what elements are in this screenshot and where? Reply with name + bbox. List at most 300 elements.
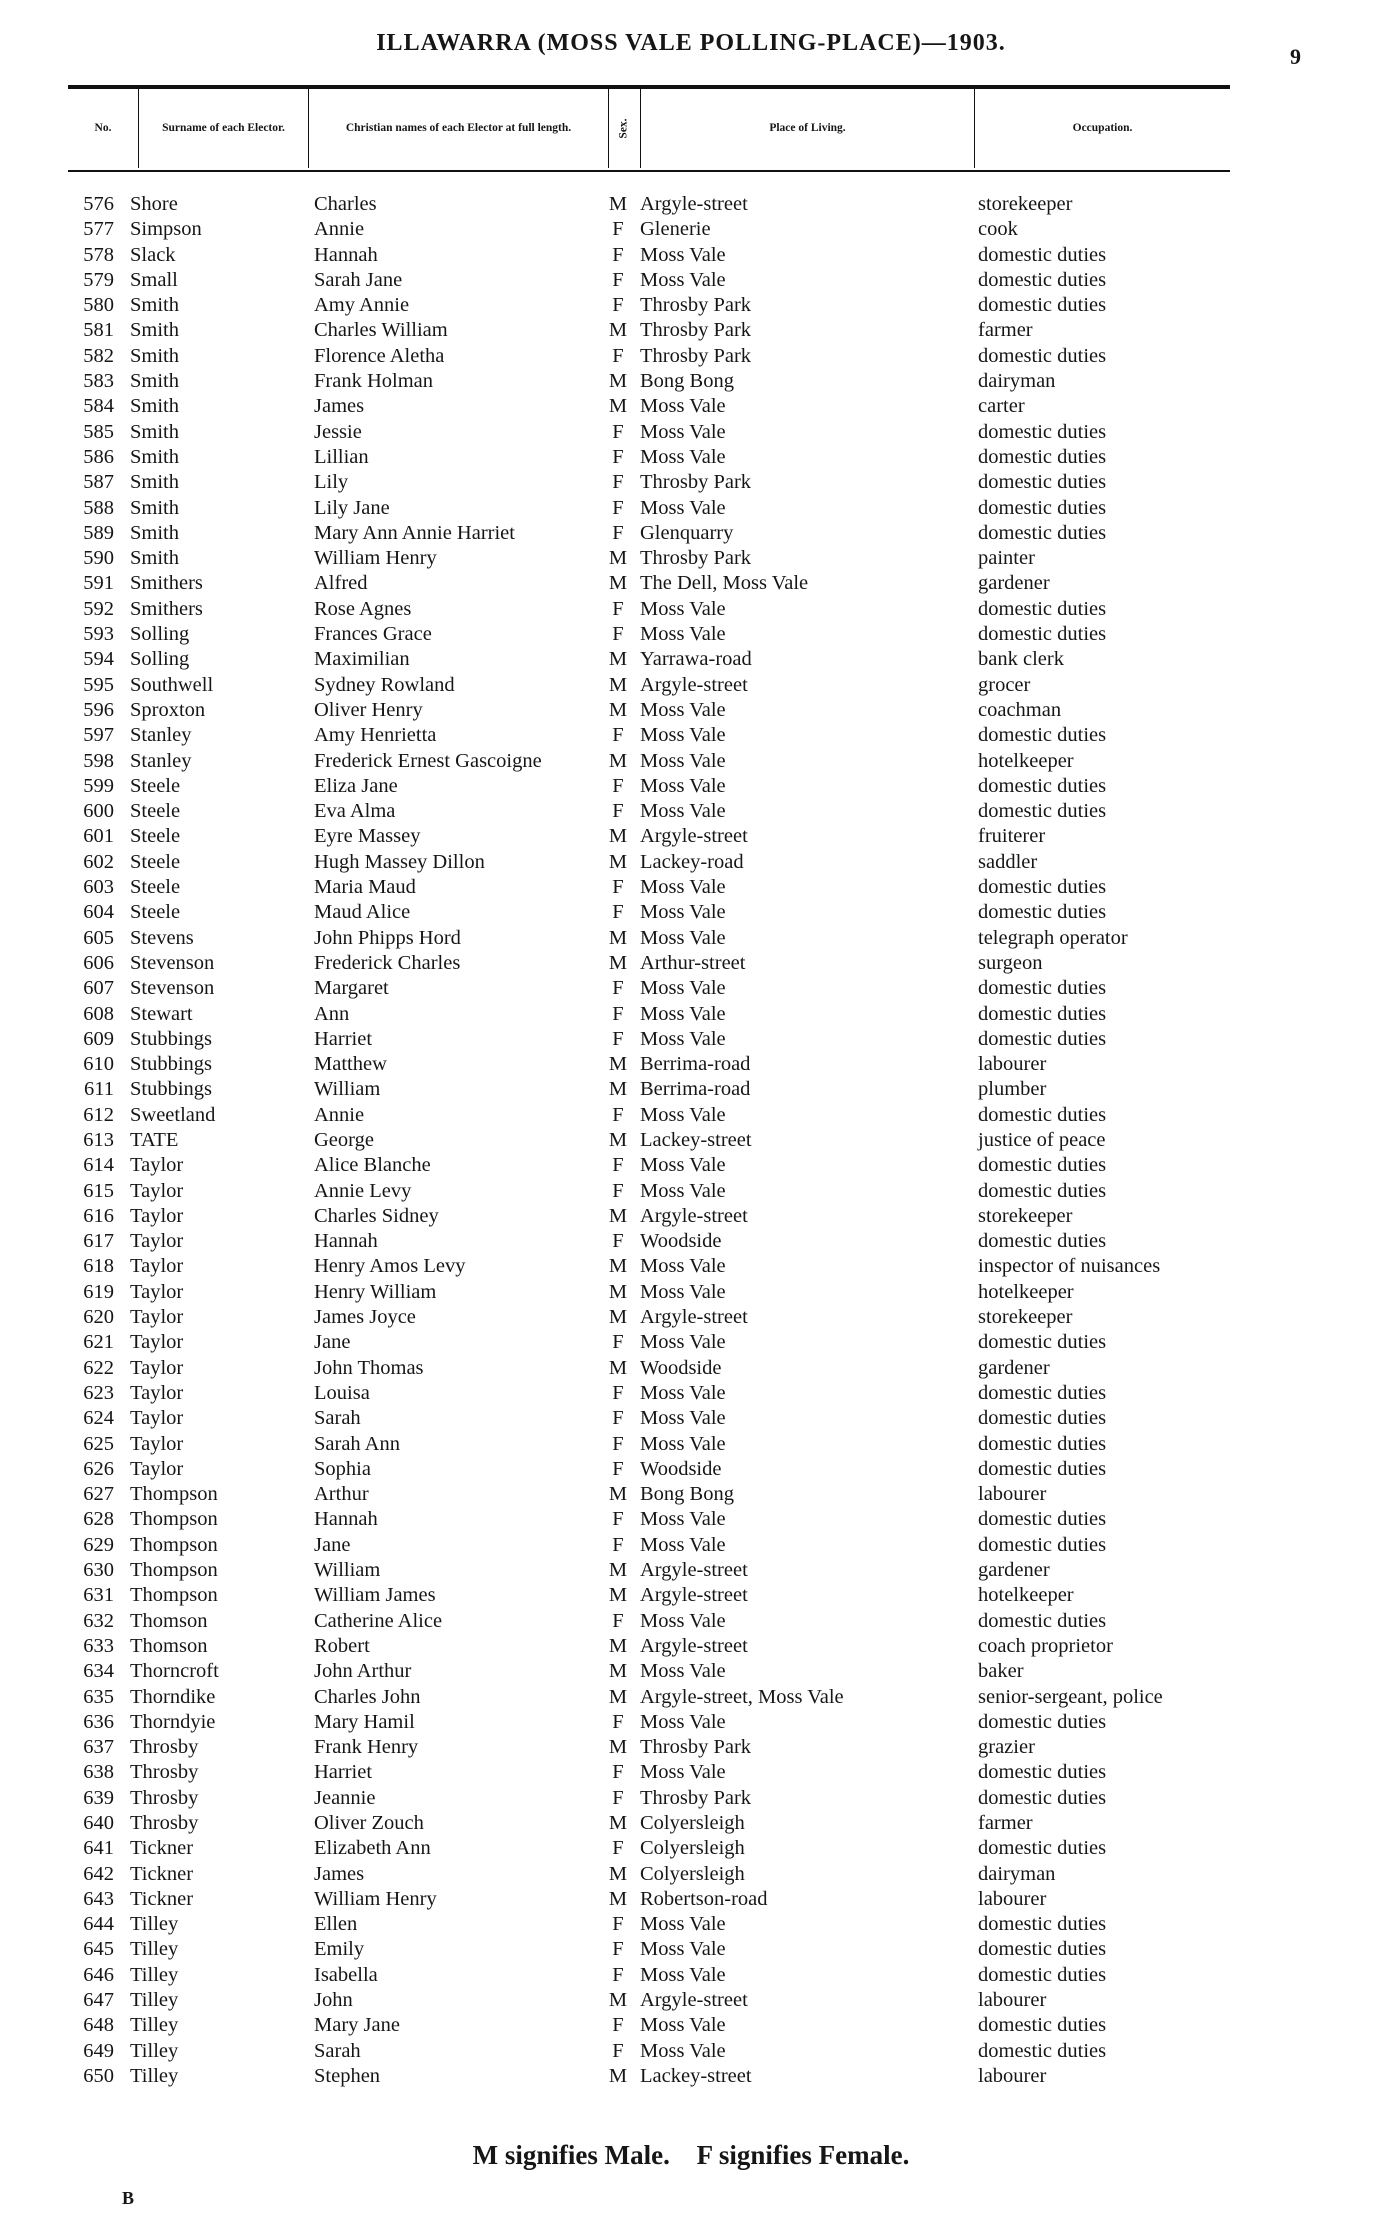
elector-place: Throsby Park — [640, 1786, 752, 1809]
elector-christian-names: Lily Jane — [314, 496, 390, 519]
elector-occupation: baker — [978, 1660, 1024, 1683]
elector-row — [0, 1634, 1382, 1659]
elector-number: 605 — [83, 926, 114, 949]
elector-occupation: senior-sergeant, police — [978, 1685, 1163, 1708]
elector-surname: Tilley — [130, 2039, 179, 2062]
elector-row — [0, 1305, 1382, 1330]
elector-row — [0, 394, 1382, 419]
elector-row — [0, 318, 1382, 343]
elector-sex: M — [608, 1685, 628, 1708]
elector-row — [0, 1229, 1382, 1254]
elector-occupation: coach proprietor — [978, 1634, 1113, 1657]
elector-row — [0, 1128, 1382, 1153]
elector-sex: F — [612, 1938, 624, 1961]
elector-row — [0, 1052, 1382, 1077]
elector-occupation: domestic duties — [978, 1432, 1107, 1455]
elector-number: 641 — [83, 1837, 114, 1860]
elector-sex: F — [612, 496, 624, 519]
elector-row — [0, 1482, 1382, 1507]
elector-row — [0, 1406, 1382, 1431]
elector-place: Argyle-street — [640, 1584, 748, 1607]
elector-place: Moss Vale — [640, 1913, 726, 1936]
elector-sex: F — [612, 2014, 624, 2037]
elector-number: 579 — [83, 268, 114, 291]
elector-surname: Sproxton — [130, 698, 206, 721]
elector-occupation: hotelkeeper — [978, 749, 1074, 772]
elector-surname: Smith — [130, 344, 179, 367]
elector-place: Moss Vale — [640, 749, 726, 772]
elector-christian-names: Mary Hamil — [314, 1710, 415, 1733]
elector-surname: Small — [130, 268, 178, 291]
elector-number: 628 — [83, 1508, 114, 1531]
elector-occupation: domestic duties — [978, 901, 1107, 924]
elector-christian-names: Sarah Jane — [314, 268, 403, 291]
elector-place: Moss Vale — [640, 268, 726, 291]
elector-row — [0, 951, 1382, 976]
elector-christian-names: Maximilian — [314, 648, 410, 671]
elector-row — [0, 622, 1382, 647]
elector-occupation: farmer — [978, 1812, 1033, 1834]
elector-place: Throsby Park — [640, 344, 752, 367]
elector-place: Moss Vale — [640, 1179, 726, 1202]
elector-surname: Thorndike — [130, 1685, 216, 1708]
elector-place: Moss Vale — [640, 1331, 726, 1354]
elector-sex: M — [608, 951, 628, 974]
elector-surname: Stubbings — [130, 1078, 213, 1101]
elector-occupation: domestic duties — [978, 420, 1107, 443]
elector-christian-names: William Henry — [314, 1887, 437, 1910]
elector-place: Argyle-street — [640, 1634, 748, 1657]
elector-christian-names: Annie Levy — [314, 1179, 412, 1202]
elector-sex: F — [612, 800, 624, 823]
elector-christian-names: Frank Holman — [314, 370, 433, 393]
elector-surname: Steele — [130, 901, 181, 924]
elector-place: Throsby Park — [640, 294, 752, 317]
elector-occupation: domestic duties — [978, 1508, 1107, 1531]
elector-sex: M — [608, 547, 628, 570]
elector-christian-names: Sarah — [314, 2039, 361, 2062]
elector-row — [0, 192, 1382, 217]
elector-place: Moss Vale — [640, 1154, 726, 1177]
elector-christian-names: Amy Annie — [314, 294, 410, 317]
elector-surname: Tilley — [130, 1989, 179, 2012]
elector-place: Moss Vale — [640, 1432, 726, 1455]
elector-sex: F — [612, 218, 624, 241]
elector-number: 649 — [83, 2039, 114, 2062]
elector-number: 644 — [83, 1913, 114, 1936]
elector-christian-names: Jane — [314, 1331, 351, 1354]
elector-surname: Smith — [130, 294, 179, 317]
elector-christian-names: Eyre Massey — [314, 825, 421, 848]
elector-number: 580 — [83, 294, 114, 317]
elector-number: 602 — [83, 850, 114, 873]
elector-occupation: dairyman — [978, 370, 1056, 393]
elector-occupation: domestic duties — [978, 1407, 1107, 1430]
elector-place: Moss Vale — [640, 800, 726, 823]
elector-occupation: domestic duties — [978, 268, 1107, 291]
elector-sex: F — [612, 420, 624, 443]
elector-surname: Stevens — [130, 926, 194, 949]
elector-surname: Steele — [130, 800, 181, 823]
elector-sex: F — [612, 1609, 624, 1632]
elector-christian-names: John — [314, 1989, 353, 2012]
elector-row — [0, 1836, 1382, 1861]
elector-row — [0, 1153, 1382, 1178]
elector-place: Moss Vale — [640, 420, 726, 443]
elector-place: Colyersleigh — [640, 1837, 745, 1860]
elector-row — [0, 1356, 1382, 1381]
elector-row — [0, 926, 1382, 951]
elector-row — [0, 774, 1382, 799]
elector-place: Moss Vale — [640, 1938, 726, 1961]
elector-place: Berrima-road — [640, 1078, 751, 1101]
elector-occupation: domestic duties — [978, 1457, 1107, 1480]
elector-place: Bong Bong — [640, 1483, 734, 1506]
elector-surname: Thorndyie — [130, 1710, 216, 1733]
elector-sex: F — [612, 1432, 624, 1455]
elector-sex: M — [608, 926, 628, 949]
elector-sex: M — [608, 1862, 628, 1885]
elector-occupation: domestic duties — [978, 471, 1107, 494]
elector-sex: F — [612, 268, 624, 291]
elector-sex: M — [608, 2064, 628, 2087]
elector-surname: Thorncroft — [130, 1660, 219, 1683]
elector-number: 623 — [83, 1381, 114, 1404]
elector-place: Woodside — [640, 1457, 722, 1480]
elector-christian-names: James — [314, 395, 365, 418]
elector-sex: F — [612, 1508, 624, 1531]
elector-christian-names: Maud Alice — [314, 901, 411, 924]
elector-place: Moss Vale — [640, 445, 726, 468]
elector-row — [0, 1937, 1382, 1962]
elector-number: 584 — [83, 395, 114, 418]
elector-occupation: domestic duties — [978, 1761, 1107, 1784]
elector-sex: M — [608, 648, 628, 671]
elector-christian-names: William — [314, 1559, 381, 1582]
elector-number: 593 — [83, 623, 114, 646]
elector-occupation: grazier — [978, 1736, 1035, 1759]
elector-christian-names: Isabella — [314, 1963, 378, 1986]
elector-christian-names: Henry William — [314, 1280, 437, 1303]
elector-place: Argyle-street — [640, 1306, 748, 1329]
elector-occupation: grocer — [978, 673, 1031, 696]
elector-christian-names: Harriet — [314, 1761, 373, 1784]
elector-list — [0, 192, 1382, 2089]
elector-surname: Tilley — [130, 2014, 179, 2037]
elector-surname: Throsby — [130, 1812, 199, 1834]
elector-row — [0, 420, 1382, 445]
elector-sex: M — [608, 1887, 628, 1910]
elector-sex: F — [612, 1533, 624, 1556]
elector-occupation: dairyman — [978, 1862, 1056, 1885]
elector-number: 608 — [83, 1002, 114, 1025]
elector-number: 614 — [83, 1154, 114, 1177]
elector-surname: Throsby — [130, 1736, 199, 1759]
elector-christian-names: Frederick Ernest Gascoigne — [314, 749, 542, 772]
elector-surname: Smith — [130, 395, 179, 418]
elector-place: Moss Vale — [640, 774, 726, 797]
elector-number: 615 — [83, 1179, 114, 1202]
elector-place: Moss Vale — [640, 1533, 726, 1556]
elector-sex: F — [612, 344, 624, 367]
elector-surname: Taylor — [130, 1154, 184, 1177]
elector-row — [0, 521, 1382, 546]
elector-surname: Shore — [130, 193, 178, 215]
elector-christian-names: James — [314, 1862, 365, 1885]
elector-number: 576 — [83, 193, 114, 215]
elector-sex: M — [608, 698, 628, 721]
elector-number: 586 — [83, 445, 114, 468]
elector-surname: Tickner — [130, 1887, 194, 1910]
elector-row — [0, 799, 1382, 824]
elector-number: 627 — [83, 1483, 114, 1506]
elector-sex: F — [612, 1230, 624, 1253]
elector-number: 610 — [83, 1053, 114, 1076]
elector-row — [0, 1381, 1382, 1406]
elector-place: Moss Vale — [640, 1761, 726, 1784]
elector-surname: Tickner — [130, 1862, 194, 1885]
elector-sex: M — [608, 1204, 628, 1227]
elector-occupation: domestic duties — [978, 1002, 1107, 1025]
elector-place: Moss Vale — [640, 496, 726, 519]
elector-christian-names: William James — [314, 1584, 436, 1607]
elector-row — [0, 1027, 1382, 1052]
elector-number: 631 — [83, 1584, 114, 1607]
elector-surname: Tilley — [130, 1938, 179, 1961]
elector-number: 607 — [83, 977, 114, 1000]
elector-number: 645 — [83, 1938, 114, 1961]
elector-sex: F — [612, 521, 624, 544]
elector-occupation: hotelkeeper — [978, 1584, 1074, 1607]
elector-christian-names: Frank Henry — [314, 1736, 419, 1759]
elector-sex: M — [608, 572, 628, 595]
elector-sex: M — [608, 1559, 628, 1582]
elector-christian-names: Harriet — [314, 1027, 373, 1050]
elector-surname: Solling — [130, 623, 190, 646]
elector-sex: F — [612, 294, 624, 317]
col-header-occupation: Occupation. — [974, 89, 1230, 168]
elector-christian-names: Mary Ann Annie Harriet — [314, 521, 515, 544]
elector-number: 590 — [83, 547, 114, 570]
elector-christian-names: Maria Maud — [314, 876, 416, 899]
elector-christian-names: Amy Henrietta — [314, 724, 437, 747]
elector-sex: F — [612, 1002, 624, 1025]
elector-row — [0, 217, 1382, 242]
elector-sex: M — [608, 193, 628, 215]
elector-place: Argyle-street — [640, 1204, 748, 1227]
elector-row — [0, 1330, 1382, 1355]
elector-surname: Thomson — [130, 1634, 208, 1657]
elector-number: 599 — [83, 774, 114, 797]
elector-place: Colyersleigh — [640, 1862, 745, 1885]
elector-occupation: domestic duties — [978, 243, 1107, 266]
elector-surname: Taylor — [130, 1407, 184, 1430]
elector-christian-names: Hannah — [314, 1230, 378, 1253]
elector-christian-names: Annie — [314, 218, 365, 241]
elector-surname: Solling — [130, 648, 190, 671]
elector-row — [0, 1786, 1382, 1811]
elector-occupation: gardener — [978, 1356, 1050, 1379]
elector-sex: M — [608, 319, 628, 342]
elector-christian-names: Eliza Jane — [314, 774, 398, 797]
elector-row — [0, 268, 1382, 293]
elector-row — [0, 698, 1382, 723]
elector-sex: M — [608, 1584, 628, 1607]
elector-occupation: domestic duties — [978, 1963, 1107, 1986]
elector-christian-names: Margaret — [314, 977, 389, 1000]
elector-christian-names: James Joyce — [314, 1306, 416, 1329]
elector-occupation: domestic duties — [978, 774, 1107, 797]
elector-sex: F — [612, 876, 624, 899]
elector-place: Moss Vale — [640, 1609, 726, 1632]
elector-number: 626 — [83, 1457, 114, 1480]
elector-sex: M — [608, 1736, 628, 1759]
elector-christian-names: Hannah — [314, 243, 378, 266]
elector-surname: Throsby — [130, 1761, 199, 1784]
elector-sex: M — [608, 395, 628, 418]
elector-christian-names: Sarah — [314, 1407, 361, 1430]
elector-occupation: domestic duties — [978, 800, 1107, 823]
elector-surname: Taylor — [130, 1306, 184, 1329]
elector-surname: Thomson — [130, 1609, 208, 1632]
elector-christian-names: George — [314, 1128, 374, 1151]
elector-surname: Simpson — [130, 218, 202, 241]
elector-surname: Thompson — [130, 1559, 218, 1582]
elector-place: Moss Vale — [640, 926, 726, 949]
elector-occupation: gardener — [978, 572, 1050, 595]
elector-row — [0, 344, 1382, 369]
elector-surname: Tilley — [130, 1963, 179, 1986]
elector-number: 600 — [83, 800, 114, 823]
elector-row — [0, 2064, 1382, 2089]
elector-number: 588 — [83, 496, 114, 519]
elector-place: Lackey-road — [640, 850, 744, 873]
elector-place: Moss Vale — [640, 2039, 726, 2062]
elector-row — [0, 1659, 1382, 1684]
elector-row — [0, 1735, 1382, 1760]
elector-christian-names: Frances Grace — [314, 623, 432, 646]
elector-sex: M — [608, 825, 628, 848]
elector-occupation: saddler — [978, 850, 1038, 873]
elector-christian-names: Jane — [314, 1533, 351, 1556]
elector-surname: Thompson — [130, 1584, 218, 1607]
elector-sex: F — [612, 1179, 624, 1202]
elector-row — [0, 1533, 1382, 1558]
legend-female: F signifies Female. — [696, 2140, 910, 2170]
elector-number: 598 — [83, 749, 114, 772]
elector-number: 620 — [83, 1306, 114, 1329]
elector-row — [0, 976, 1382, 1001]
elector-surname: Thompson — [130, 1533, 218, 1556]
elector-surname: Smith — [130, 370, 179, 393]
elector-sex: F — [612, 1786, 624, 1809]
elector-number: 618 — [83, 1255, 114, 1278]
elector-number: 650 — [83, 2064, 114, 2087]
elector-surname: Smithers — [130, 597, 203, 620]
elector-occupation: domestic duties — [978, 623, 1107, 646]
elector-occupation: domestic duties — [978, 294, 1107, 317]
elector-row — [0, 875, 1382, 900]
elector-row — [0, 1609, 1382, 1634]
elector-number: 595 — [83, 673, 114, 696]
elector-row — [0, 445, 1382, 470]
elector-place: Glenerie — [640, 218, 711, 241]
elector-sex: M — [608, 1078, 628, 1101]
elector-occupation: domestic duties — [978, 1710, 1107, 1733]
elector-row — [0, 1887, 1382, 1912]
elector-sex: F — [612, 1381, 624, 1404]
elector-occupation: storekeeper — [978, 1306, 1073, 1329]
elector-christian-names: Florence Aletha — [314, 344, 445, 367]
elector-number: 581 — [83, 319, 114, 342]
elector-place: Moss Vale — [640, 1381, 726, 1404]
elector-place: Moss Vale — [640, 1710, 726, 1733]
elector-number: 617 — [83, 1230, 114, 1253]
elector-occupation: plumber — [978, 1078, 1047, 1101]
elector-place: Argyle-street — [640, 1559, 748, 1582]
elector-occupation: domestic duties — [978, 597, 1107, 620]
elector-row — [0, 824, 1382, 849]
elector-number: 632 — [83, 1609, 114, 1632]
elector-number: 603 — [83, 876, 114, 899]
elector-christian-names: Charles William — [314, 319, 448, 342]
elector-row — [0, 2039, 1382, 2064]
elector-surname: Taylor — [130, 1457, 184, 1480]
elector-number: 648 — [83, 2014, 114, 2037]
elector-row — [0, 1558, 1382, 1583]
elector-sex: F — [612, 1761, 624, 1784]
elector-row — [0, 1912, 1382, 1937]
elector-christian-names: Charles — [314, 193, 377, 215]
elector-occupation: domestic duties — [978, 1103, 1107, 1126]
elector-place: Glenquarry — [640, 521, 734, 544]
elector-surname: Thompson — [130, 1508, 218, 1531]
elector-occupation: inspector of nuisances — [978, 1255, 1161, 1278]
elector-occupation: domestic duties — [978, 521, 1107, 544]
elector-christian-names: Matthew — [314, 1053, 387, 1076]
elector-christian-names: Alfred — [314, 572, 368, 595]
elector-row — [0, 1710, 1382, 1735]
sex-legend — [0, 2140, 1382, 2171]
elector-number: 635 — [83, 1685, 114, 1708]
page-number: 9 — [1290, 44, 1301, 69]
elector-row — [0, 470, 1382, 495]
elector-occupation: domestic duties — [978, 2014, 1107, 2037]
elector-number: 585 — [83, 420, 114, 443]
elector-number: 604 — [83, 901, 114, 924]
elector-place: Moss Vale — [640, 698, 726, 721]
elector-sex: F — [612, 1027, 624, 1050]
page-title: ILLAWARRA (MOSS VALE POLLING-PLACE)—1903. — [376, 30, 1006, 56]
elector-number: 611 — [84, 1078, 114, 1101]
elector-occupation: surgeon — [978, 951, 1043, 974]
elector-sex: F — [612, 1154, 624, 1177]
elector-place: Throsby Park — [640, 1736, 752, 1759]
elector-sex: M — [608, 1356, 628, 1379]
elector-place: Throsby Park — [640, 471, 752, 494]
elector-surname: Throsby — [130, 1786, 199, 1809]
elector-occupation: domestic duties — [978, 1533, 1107, 1556]
elector-sex: F — [612, 471, 624, 494]
elector-number: 642 — [83, 1862, 114, 1885]
elector-surname: Taylor — [130, 1204, 184, 1227]
elector-occupation: domestic duties — [978, 1381, 1107, 1404]
elector-place: Bong Bong — [640, 370, 734, 393]
elector-row — [0, 293, 1382, 318]
elector-sex: F — [612, 1331, 624, 1354]
elector-surname: Taylor — [130, 1356, 184, 1379]
elector-sex: M — [608, 1255, 628, 1278]
